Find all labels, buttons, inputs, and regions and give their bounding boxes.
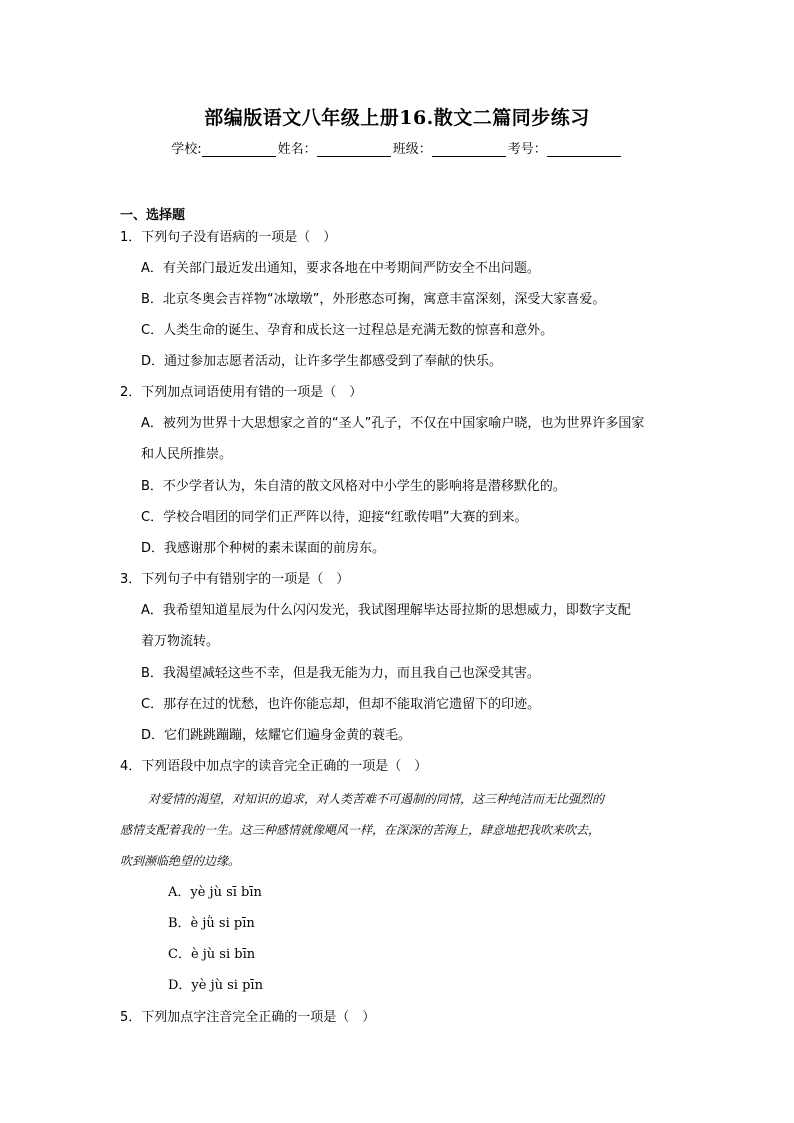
- question-4-stem: 4．下列语段中加点字的读音完全正确的一项是（ ）: [120, 759, 428, 774]
- q3-option-c: C．那存在过的忧愁，也许你能忘却，但却不能取消它遗留下的印迹。: [141, 697, 541, 712]
- school-label: 学校:: [171, 142, 202, 157]
- q2-option-d: D．我感谢那个种树的素未谋面的前房东。: [141, 541, 386, 556]
- q2-option-a-line1: A．被列为世界十大思想家之首的“圣人”孔子，不仅在中国家喻户晓，也为世界许多国家: [141, 416, 645, 431]
- q4-option-c: C．è jù si bīn: [168, 947, 256, 962]
- number-blank: [547, 142, 621, 157]
- page-title: 部编版语文八年级上册16.散文二篇同步练习: [204, 107, 590, 129]
- q3-option-b: B．我渴望减轻这些不幸，但是我无能为力，而且我自己也深受其害。: [141, 666, 540, 681]
- student-info-row: [0, 138, 794, 157]
- question-1-stem: 1．下列句子没有语病的一项是（ ）: [120, 230, 337, 245]
- q2-option-c: C．学校合唱团的同学们正严阵以待，迎接“红歌传唱”大赛的到来。: [141, 510, 528, 525]
- name-label: 姓名：: [277, 142, 317, 157]
- class-label: 班级：: [392, 142, 432, 157]
- section-heading: 一、选择题: [120, 208, 186, 223]
- q4-passage-line2: 感情支配着我的一生。这三种感情就像飓风一样，在深深的苦海上，肆意地把我吹来吹去，: [120, 823, 601, 837]
- class-blank: [432, 142, 506, 157]
- q4-option-b: B．è jǜ si pīn: [168, 916, 255, 931]
- q2-option-b: B．不少学者认为，朱自清的散文风格对中小学生的影响将是潜移默化的。: [141, 479, 566, 494]
- number-label: 考号：: [507, 142, 547, 157]
- question-2-stem: 2．下列加点词语使用有错的一项是（ ）: [120, 385, 363, 400]
- q3-option-d: D．它们跳跳蹦蹦，炫耀它们遍身金黄的蓑毛。: [141, 728, 412, 743]
- q1-option-d: D．通过参加志愿者活动，让许多学生都感受到了奉献的快乐。: [141, 354, 503, 369]
- question-5-stem: 5．下列加点字注音完全正确的一项是（ ）: [120, 1010, 376, 1025]
- q1-option-a: A．有关部门最近发出通知，要求各地在中考期间严防安全不出问题。: [141, 261, 540, 276]
- q1-option-c: C．人类生命的诞生、孕育和成长这一过程总是充满无数的惊喜和意外。: [141, 323, 554, 338]
- q4-passage-line3: 吹到濒临绝望的边缘。: [120, 854, 241, 868]
- question-3-stem: 3．下列句子中有错别字的一项是（ ）: [120, 572, 350, 587]
- q3-option-a-line2: 着万物流转。: [141, 634, 220, 649]
- school-blank: [202, 142, 276, 157]
- q2-option-a-line2: 和人民所推崇。: [141, 447, 233, 462]
- q1-option-b: B．北京冬奥会吉祥物“冰墩墩”，外形憨态可掬，寓意丰富深刻，深受大家喜爱。: [141, 292, 606, 307]
- name-blank: [317, 142, 391, 157]
- q4-option-d: D．yè jù si pīn: [168, 978, 263, 993]
- q4-passage-line1: 对爱情的渴望，对知识的追求，对人类苦难不可遏制的同情，这三种纯洁而无比强烈的: [148, 792, 605, 806]
- q4-option-a: A．yè jù sī bīn: [168, 885, 262, 900]
- q3-option-a-line1: A．我希望知道星辰为什么闪闪发光，我试图理解毕达哥拉斯的思想威力，即数字支配: [141, 603, 631, 618]
